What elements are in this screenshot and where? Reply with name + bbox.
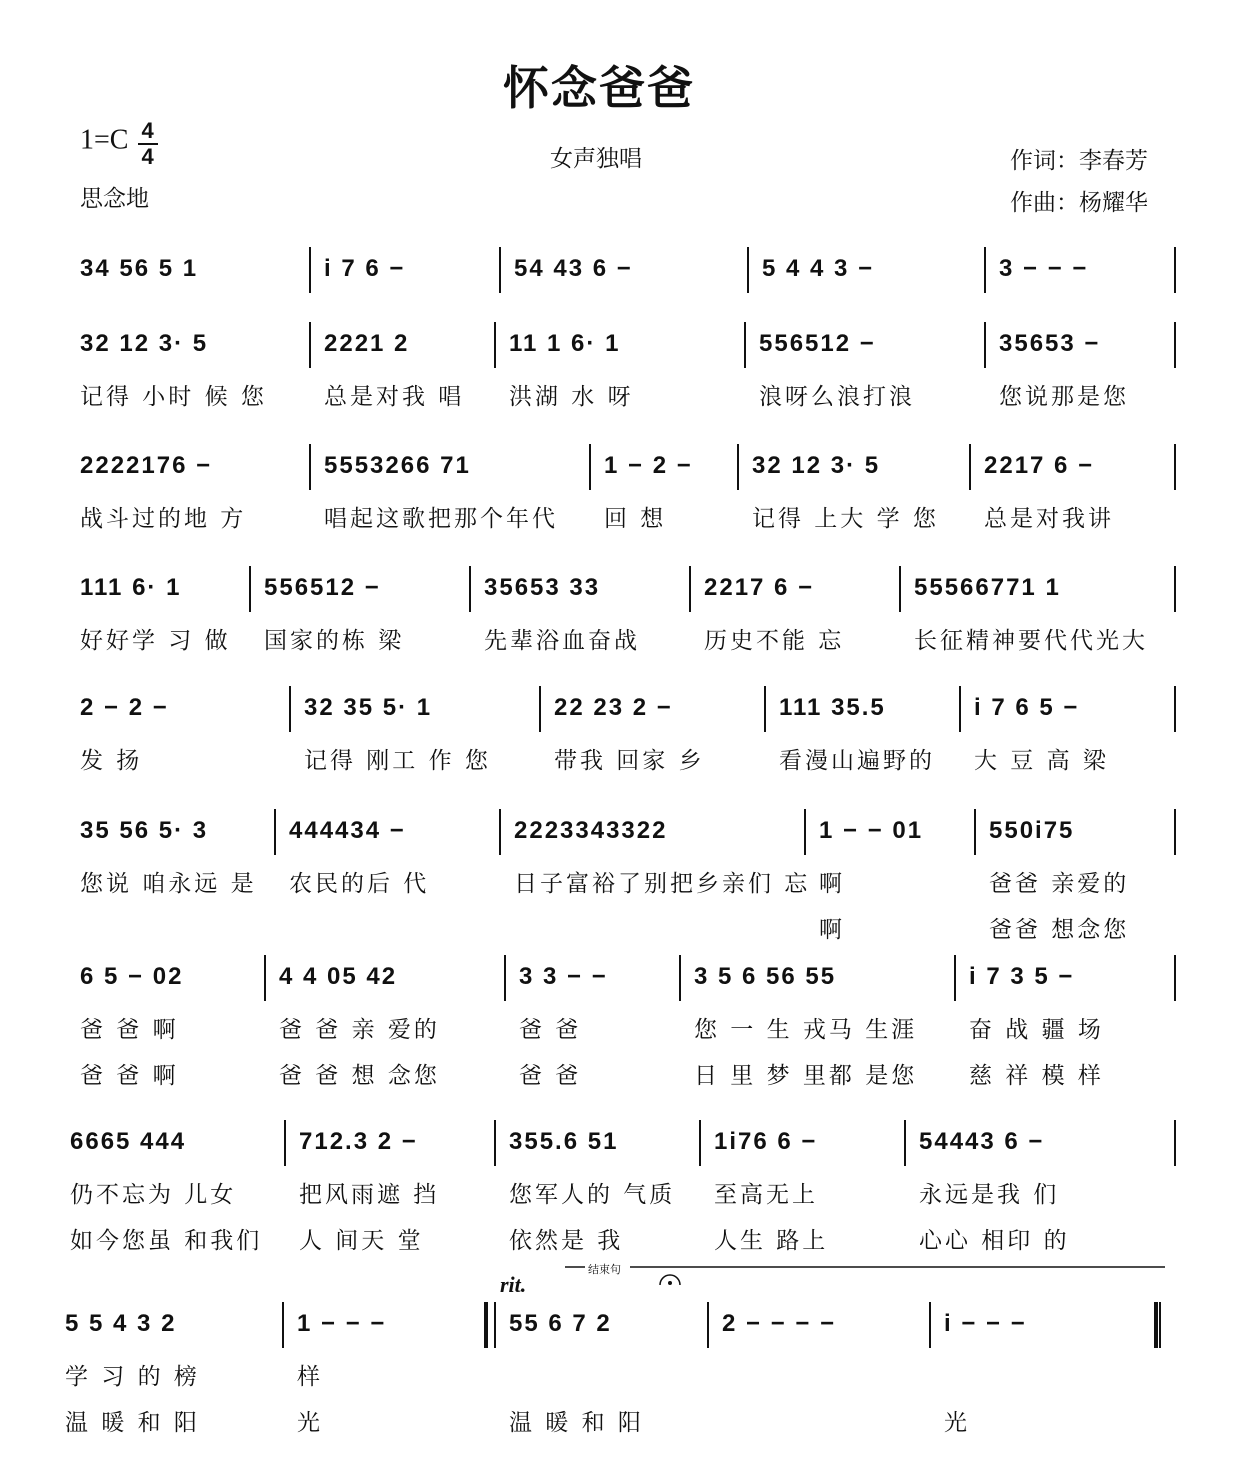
lyric-line-1: 长征精神要代代光大 xyxy=(914,628,1148,654)
measure-notes: 2 − 2 − xyxy=(80,694,169,721)
lyric-line-2: 啊 xyxy=(819,917,845,943)
lyric-line-2: 爸爸 想念您 xyxy=(989,917,1130,943)
tempo-marking: 思念地 xyxy=(80,186,149,212)
lyric-line-1: 您军人的 气质 xyxy=(509,1182,676,1208)
measure-notes: 11 1 6· 1 xyxy=(509,330,621,357)
measure-notes: 3 3 − − xyxy=(519,963,608,990)
measure-notes: 35653 33 xyxy=(484,574,601,601)
measure-notes: 54 43 6 − xyxy=(514,255,633,282)
measure-notes: 32 35 5· 1 xyxy=(304,694,433,721)
lyric-line-2: 人生 路上 xyxy=(714,1228,829,1254)
measure-notes: 1 − − − xyxy=(297,1310,387,1337)
measure-notes: 5 5 4 3 2 xyxy=(65,1310,177,1337)
lyric-line-1: 仍不忘为 儿女 xyxy=(70,1182,237,1208)
lyric-line-1: 洪湖 水 呀 xyxy=(509,384,634,410)
lyric-line-1: 您 一 生 戎马 生涯 xyxy=(694,1017,918,1043)
measure-notes: i 7 6 5 − xyxy=(974,694,1080,721)
lyric-line-1: 唱起这歌把那个年代 xyxy=(324,506,558,532)
lyric-line-1: 总是对我 唱 xyxy=(324,384,465,410)
measure-notes: 712.3 2 − xyxy=(299,1128,418,1155)
lyric-line-2: 爸 爸 xyxy=(519,1063,582,1089)
lyric-line-1: 记得 上大 学 您 xyxy=(752,506,939,532)
measure-notes: 1 − 2 − xyxy=(604,452,693,479)
measure-notes: 4 4 05 42 xyxy=(279,963,398,990)
lyric-line-1: 爸爸 亲爱的 xyxy=(989,871,1130,897)
lyric-line-2: 慈 祥 模 样 xyxy=(969,1063,1104,1089)
measure-notes: 2222176 − xyxy=(80,452,213,479)
measure-notes: 5 4 4 3 − xyxy=(762,255,875,282)
measure-notes: 22 23 2 − xyxy=(554,694,673,721)
key-label: 1=C xyxy=(80,124,129,156)
lyric-line-1: 带我 回家 乡 xyxy=(554,748,705,774)
lyric-line-2: 温 暖 和 阳 xyxy=(65,1410,200,1436)
measure-notes: 3 5 6 56 55 xyxy=(694,963,837,990)
measure-notes: 55566771 1 xyxy=(914,574,1061,601)
measure-notes: i 7 6 − xyxy=(324,255,406,282)
lyric-line-1: 好好学 习 做 xyxy=(80,628,231,654)
measure-notes: 2217 6 − xyxy=(984,452,1095,479)
measure-notes: 1 − − 01 xyxy=(819,817,924,844)
lyric-line-1: 日子富裕了别把乡亲们 忘 xyxy=(514,871,811,897)
time-sig-numerator: 4 xyxy=(141,118,154,143)
lyric-line-1: 至高无上 xyxy=(714,1182,818,1208)
lyric-line-1: 回 想 xyxy=(604,506,667,532)
measure-notes: 32 12 3· 5 xyxy=(80,330,209,357)
lyric-line-2: 光 xyxy=(297,1410,323,1436)
composer-credit: 作曲：杨耀华 xyxy=(1010,190,1148,216)
lyric-line-1: 学 习 的 榜 xyxy=(65,1364,200,1390)
measure-notes: 32 12 3· 5 xyxy=(752,452,881,479)
lyric-line-1: 先辈浴血奋战 xyxy=(484,628,640,654)
lyric-line-1: 国家的栋 梁 xyxy=(264,628,405,654)
lyric-line-1: 大 豆 高 梁 xyxy=(974,748,1109,774)
lyric-line-2: 如今您虽 和我们 xyxy=(70,1228,263,1254)
measure-notes: 550i75 xyxy=(989,817,1075,844)
measure-notes: 35 56 5· 3 xyxy=(80,817,209,844)
lyric-line-1: 看漫山遍野的 xyxy=(779,748,935,774)
measure-notes: 34 56 5 1 xyxy=(80,255,199,282)
lyric-line-1: 记得 刚工 作 您 xyxy=(304,748,491,774)
lyric-line-1: 奋 战 疆 场 xyxy=(969,1017,1104,1043)
measure-notes: 556512 − xyxy=(264,574,381,601)
lyric-line-2: 爸 爸 想 念您 xyxy=(279,1063,440,1089)
lyric-line-1: 记得 小时 候 您 xyxy=(80,384,267,410)
lyric-line-1: 永远是我 们 xyxy=(919,1182,1060,1208)
measure-notes: 6665 444 xyxy=(70,1128,187,1155)
ending-label: 结束句 xyxy=(588,1263,621,1276)
lyric-line-1: 爸 爸 啊 xyxy=(80,1017,179,1043)
lyric-line-1: 发 扬 xyxy=(80,748,143,774)
lyric-line-1: 爸 爸 亲 爱的 xyxy=(279,1017,440,1043)
measure-notes: 111 6· 1 xyxy=(80,574,182,601)
measure-notes: 556512 − xyxy=(759,330,876,357)
measure-notes: i 7 3 5 − xyxy=(969,963,1075,990)
lyric-line-1: 总是对我讲 xyxy=(984,506,1114,532)
measure-notes: 3 − − − xyxy=(999,255,1089,282)
lyric-line-1: 您说那是您 xyxy=(999,384,1129,410)
performer-label: 女声独唱 xyxy=(550,146,642,172)
measure-notes: 2223343322 xyxy=(514,817,668,844)
lyric-line-1: 历史不能 忘 xyxy=(704,628,845,654)
lyric-line-1: 您说 咱永远 是 xyxy=(80,871,257,897)
measure-notes: 35653 − xyxy=(999,330,1101,357)
song-title: 怀念爸爸 xyxy=(503,61,695,115)
measure-notes: i − − − xyxy=(944,1310,1027,1337)
measure-notes: 2217 6 − xyxy=(704,574,815,601)
lyricist-credit: 作词：李春芳 xyxy=(1010,148,1148,174)
lyric-line-1: 样 xyxy=(297,1364,323,1390)
lyric-line-2: 光 xyxy=(944,1410,970,1436)
measure-notes: 1i76 6 − xyxy=(714,1128,818,1155)
lyric-line-1: 把风雨遮 挡 xyxy=(299,1182,440,1208)
measure-notes: 444434 − xyxy=(289,817,406,844)
measure-notes: 5553266 71 xyxy=(324,452,471,479)
measure-notes: 111 35.5 xyxy=(779,694,886,721)
lyric-line-2: 人 间天 堂 xyxy=(299,1228,424,1254)
measure-notes: 2 − − − − xyxy=(722,1310,837,1337)
lyric-line-1: 战斗过的地 方 xyxy=(80,506,247,532)
ritardando-marking: rit. xyxy=(500,1272,527,1297)
lyric-line-1: 浪呀么浪打浪 xyxy=(759,384,915,410)
lyric-line-1: 啊 xyxy=(819,871,845,897)
measure-notes: 2221 2 xyxy=(324,330,410,357)
lyric-line-2: 依然是 我 xyxy=(509,1228,624,1254)
measure-notes: 54443 6 − xyxy=(919,1128,1045,1155)
lyric-line-2: 温 暖 和 阳 xyxy=(509,1410,644,1436)
measure-notes: 55 6 7 2 xyxy=(509,1310,612,1337)
lyric-line-1: 农民的后 代 xyxy=(289,871,430,897)
lyric-line-2: 爸 爸 啊 xyxy=(80,1063,179,1089)
lyric-line-2: 心心 相印 的 xyxy=(919,1228,1070,1254)
measure-notes: 355.6 51 xyxy=(509,1128,619,1155)
lyric-line-1: 爸 爸 xyxy=(519,1017,582,1043)
time-sig-denominator: 4 xyxy=(141,144,154,169)
lyric-line-2: 日 里 梦 里都 是您 xyxy=(694,1063,918,1089)
measure-notes: 6 5 − 02 xyxy=(80,963,184,990)
